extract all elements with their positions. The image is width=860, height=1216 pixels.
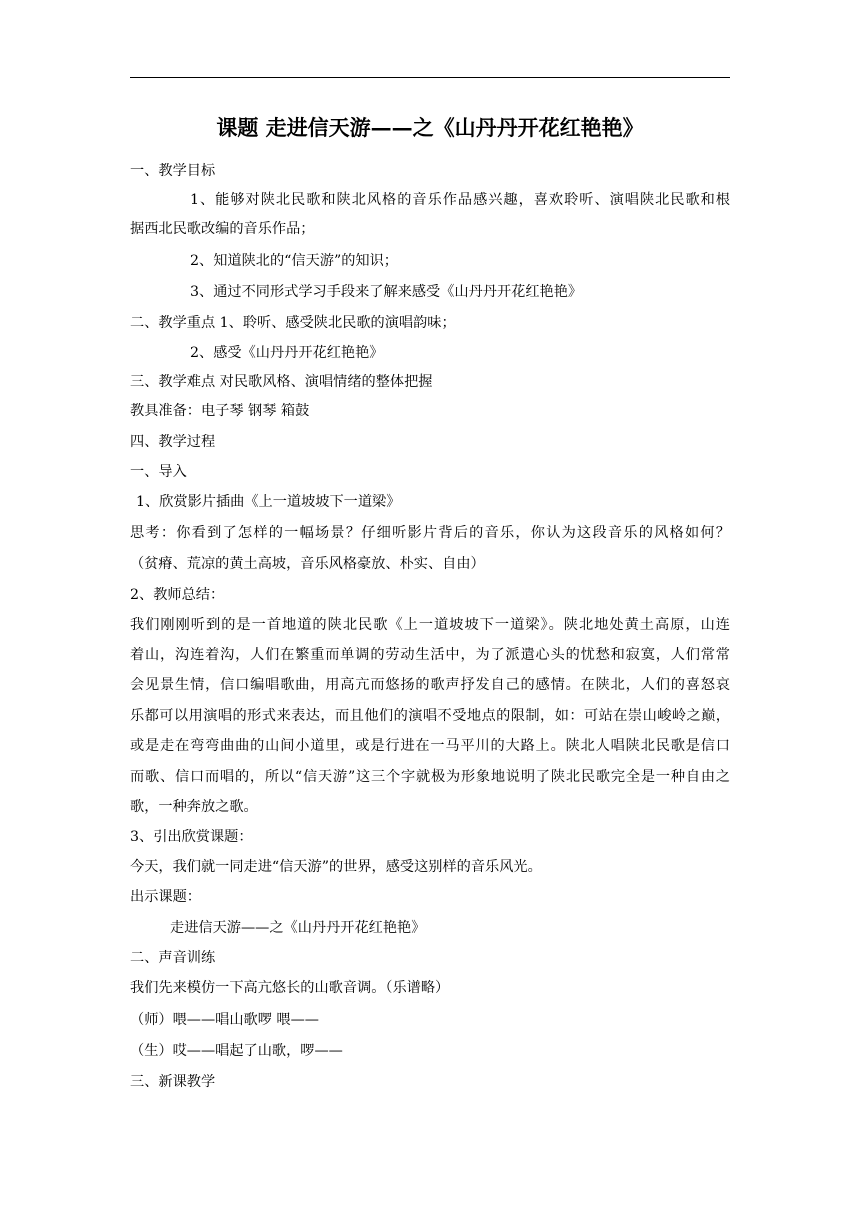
paragraph-line: 走进信天游——之《山丹丹开花红艳艳》 bbox=[170, 920, 426, 936]
list-item: 3、引出欣赏课题： bbox=[130, 829, 253, 845]
list-item: 2、感受《山丹丹开花红艳艳》 bbox=[190, 345, 384, 361]
section-heading: 一、导入 bbox=[130, 464, 187, 480]
list-item: 1、欣赏影片插曲《上一道坡坡下一道梁》 bbox=[136, 494, 401, 510]
paragraph-line: 着山，沟连着沟，人们在繁重而单调的劳动生活中，为了派遣心头的忧愁和寂寞，人们常常 bbox=[130, 647, 730, 663]
paragraph-line: （师）喂——唱山歌啰 喂—— bbox=[130, 1012, 319, 1028]
page-title: 课题 走进信天游——之《山丹丹开花红艳艳》 bbox=[216, 115, 644, 140]
paragraph-line: 思考：你看到了怎样的一幅场景？仔细听影片背后的音乐，你认为这段音乐的风格如何？ bbox=[130, 525, 730, 541]
paragraph-line: 或是走在弯弯曲曲的山间小道里，或是行进在一马平川的大路上。陕北人唱陕北民歌是信口 bbox=[130, 738, 730, 754]
paragraph-line: 今天，我们就一同走进“信天游”的世界，感受这别样的音乐风光。 bbox=[130, 859, 542, 875]
header-rule bbox=[130, 77, 730, 78]
paragraph-line: 会见景生情，信口编唱歌曲，用高亢而悠扬的歌声抒发自己的感情。在陕北，人们的喜怒哀 bbox=[130, 677, 730, 693]
list-item: 3、通过不同形式学习手段来了解来感受《山丹丹开花红艳艳》 bbox=[190, 284, 583, 300]
paragraph-line: （贫瘠、荒凉的黄土高坡，音乐风格豪放、朴实、自由） bbox=[130, 556, 485, 572]
section-heading: 三、新课教学 bbox=[130, 1074, 216, 1090]
paragraph-line: 而歌、信口而唱的，所以“信天游”这三个字就极为形象地说明了陕北民歌完全是一种自由之 bbox=[130, 769, 730, 785]
paragraph-line: 1、能够对陕北民歌和陕北风格的音乐作品感兴趣，喜欢聆听、演唱陕北民歌和根 bbox=[190, 192, 730, 208]
paragraph-line: 我们先来模仿一下高亢悠长的山歌音调。（乐谱略） bbox=[130, 980, 450, 996]
list-item: 2、教师总结： bbox=[130, 587, 225, 603]
section-heading: 四、教学过程 bbox=[130, 434, 216, 450]
paragraph-line: 歌，一种奔放之歌。 bbox=[130, 799, 258, 815]
list-item: 2、知道陕北的“信天游”的知识； bbox=[190, 253, 398, 269]
section-heading: 三、教学难点 对民歌风格、演唱情绪的整体把握 bbox=[130, 374, 433, 390]
paragraph-line: 我们刚刚听到的是一首地道的陕北民歌《上一道坡坡下一道梁》。陕北地处黄土高原，山连 bbox=[130, 617, 730, 633]
paragraph-line: （生）哎——唱起了山歌，啰—— bbox=[130, 1043, 343, 1059]
paragraph-line: 教具准备：电子琴 钢琴 箱鼓 bbox=[130, 403, 310, 419]
section-heading: 一、教学目标 bbox=[130, 163, 216, 179]
section-heading: 二、教学重点 1、聆听、感受陕北民歌的演唱韵味； bbox=[130, 315, 456, 331]
section-heading: 二、声音训练 bbox=[130, 950, 216, 966]
paragraph-line: 出示课题： bbox=[130, 889, 201, 905]
paragraph-line: 乐都可以用演唱的形式来表达，而且他们的演唱不受地点的限制，如：可站在崇山峻岭之巅， bbox=[130, 708, 730, 724]
paragraph-line: 据西北民歌改编的音乐作品； bbox=[130, 221, 315, 237]
